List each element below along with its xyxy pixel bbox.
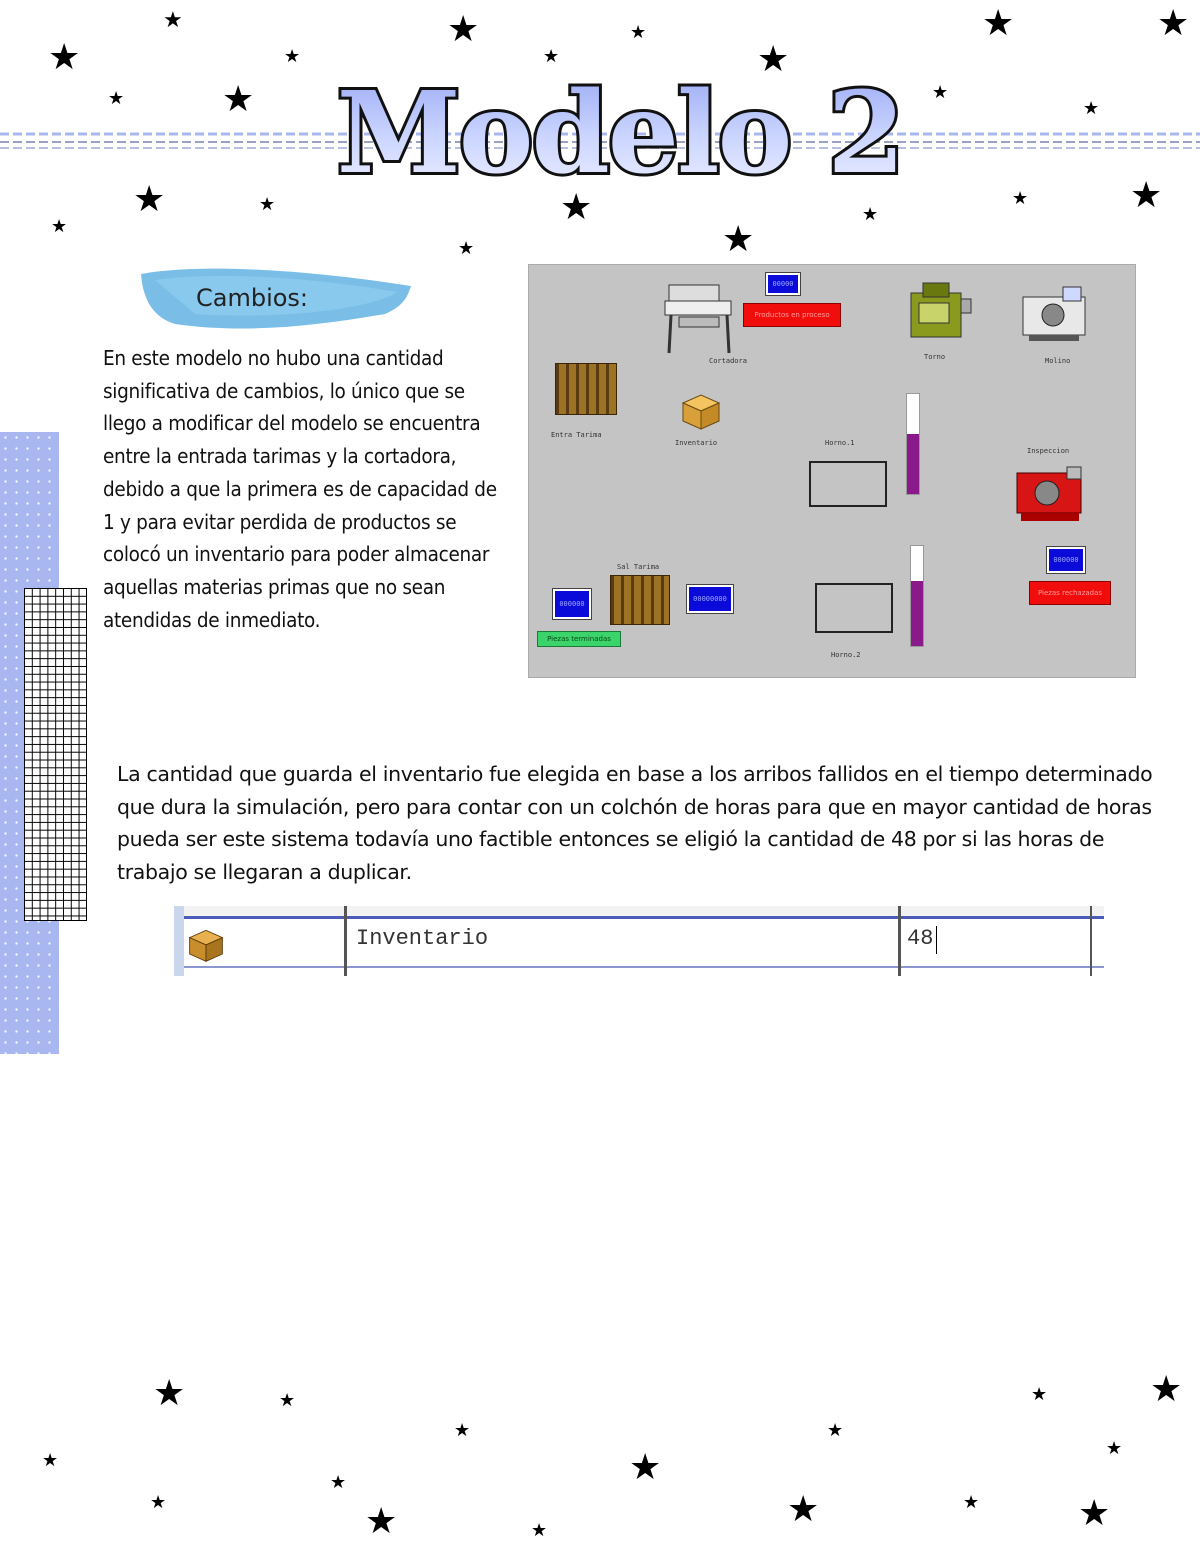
table-col-divider xyxy=(1090,906,1092,976)
entra-tarima-pallet xyxy=(555,363,617,415)
page-title-text: Modelo 2 xyxy=(336,68,904,199)
star-icon: ★ xyxy=(827,1420,844,1441)
label-horno-2: Horno.2 xyxy=(831,651,861,659)
star-icon: ★ xyxy=(454,1420,471,1441)
star-icon: ★ xyxy=(982,3,1015,44)
status-terminadas: Piezas terminadas xyxy=(537,631,621,647)
label-inspeccion: Inspeccion xyxy=(1027,447,1070,455)
star-icon: ★ xyxy=(51,216,68,237)
inspeccion-machine-icon xyxy=(1011,463,1089,529)
table-row-top-border xyxy=(184,916,1104,919)
inventory-name-cell[interactable]: Inventario xyxy=(356,926,489,951)
page-title xyxy=(290,60,950,200)
horno-2-gauge xyxy=(910,545,924,647)
body-paragraph-1: En este modelo no hubo una cantidad significativa de cambios, lo único que se llego a modificar del modelo se encuentra entre la entrada tarimas y la cortadora, debido a que la primera es de capacidad de 1 y para evitar perdida de productos se colocó un inventario para poder almacenar aquellas materias primas que no sean atendidas de inmediato. xyxy=(103,346,497,632)
section-heading: Cambios: xyxy=(196,284,309,312)
table-top-strip xyxy=(174,906,1104,916)
star-icon: ★ xyxy=(222,79,255,120)
cortadora-machine-icon xyxy=(659,277,737,355)
star-icon: ★ xyxy=(365,1501,398,1542)
star-icon: ★ xyxy=(1130,175,1163,216)
star-icon: ★ xyxy=(447,9,480,50)
star-icon: ★ xyxy=(163,8,183,33)
status-en-proceso: Productos en proceso xyxy=(743,303,841,327)
star-icon: ★ xyxy=(1078,1493,1111,1534)
star-icon: ★ xyxy=(787,1489,820,1530)
star-icon: ★ xyxy=(1150,1369,1183,1410)
star-icon: ★ xyxy=(108,88,125,109)
counter-mid-bottom: 00000000 xyxy=(687,585,733,613)
star-icon: ★ xyxy=(330,1472,347,1493)
label-entra-tarima: Entra Tarima xyxy=(551,431,602,439)
star-icon: ★ xyxy=(1083,98,1100,119)
inventory-table xyxy=(174,906,1104,976)
horno-1-box xyxy=(809,461,887,507)
table-col-divider xyxy=(344,906,347,976)
label-cortadora: Cortadora xyxy=(709,357,747,365)
star-icon: ★ xyxy=(1012,188,1029,209)
star-icon: ★ xyxy=(1031,1384,1048,1405)
star-icon: ★ xyxy=(42,1450,59,1471)
decorative-grid xyxy=(24,588,87,921)
star-icon: ★ xyxy=(722,219,755,260)
star-icon: ★ xyxy=(543,46,560,67)
star-icon: ★ xyxy=(279,1390,296,1411)
sal-tarima-pallet xyxy=(610,575,670,625)
torno-machine-icon xyxy=(905,279,975,343)
star-icon: ★ xyxy=(48,37,81,78)
star-icon: ★ xyxy=(284,46,301,67)
table-left-edge xyxy=(174,906,184,976)
table-row-bottom-border xyxy=(184,966,1104,968)
star-icon: ★ xyxy=(963,1492,980,1513)
star-icon: ★ xyxy=(259,194,276,215)
star-icon: ★ xyxy=(629,1447,662,1488)
star-icon: ★ xyxy=(133,179,166,220)
inventory-capacity-cell[interactable]: 48 xyxy=(907,926,934,951)
star-icon: ★ xyxy=(1157,3,1190,44)
horno-2-gauge-fill xyxy=(911,581,923,646)
label-inventario: Inventario xyxy=(675,439,718,447)
star-icon: ★ xyxy=(1106,1438,1123,1459)
label-molino: Molino xyxy=(1045,357,1071,365)
label-sal-tarima: Sal Tarima xyxy=(617,563,660,571)
table-col-divider xyxy=(898,906,901,976)
star-icon: ★ xyxy=(153,1373,186,1414)
star-icon: ★ xyxy=(458,238,475,259)
label-horno-1: Horno.1 xyxy=(825,439,855,447)
simulation-screenshot xyxy=(528,264,1136,678)
counter-top: 00000 xyxy=(766,273,800,295)
horno-1-gauge xyxy=(906,393,920,495)
label-torno: Torno xyxy=(924,353,946,361)
counter-left-bottom: 000000 xyxy=(553,589,591,619)
text-cursor xyxy=(936,926,937,954)
horno-1-gauge-fill xyxy=(907,434,919,494)
star-icon: ★ xyxy=(531,1520,548,1541)
star-icon: ★ xyxy=(862,204,879,225)
inventario-box-icon xyxy=(186,924,226,964)
star-icon: ★ xyxy=(560,187,593,228)
star-icon: ★ xyxy=(932,82,949,103)
inventario-box-icon xyxy=(679,389,723,431)
counter-right: 000000 xyxy=(1047,547,1085,573)
status-rechazadas: Piezas rechazadas xyxy=(1029,581,1111,605)
molino-machine-icon xyxy=(1019,281,1091,345)
star-icon: ★ xyxy=(757,39,790,80)
body-paragraph-2: La cantidad que guarda el inventario fue elegida en base a los arribos fallidos en el tiempo determinado que dura la simulación, pero para contar con un colchón de horas para que en mayor cantidad de horas pueda ser este sistema todavía uno factible entonces se eligió la cantidad de 48 por si las horas de trabajo se llegaran a duplicar. xyxy=(117,762,1153,885)
star-icon: ★ xyxy=(630,22,647,43)
horno-2-box xyxy=(815,583,893,633)
star-icon: ★ xyxy=(150,1492,167,1513)
